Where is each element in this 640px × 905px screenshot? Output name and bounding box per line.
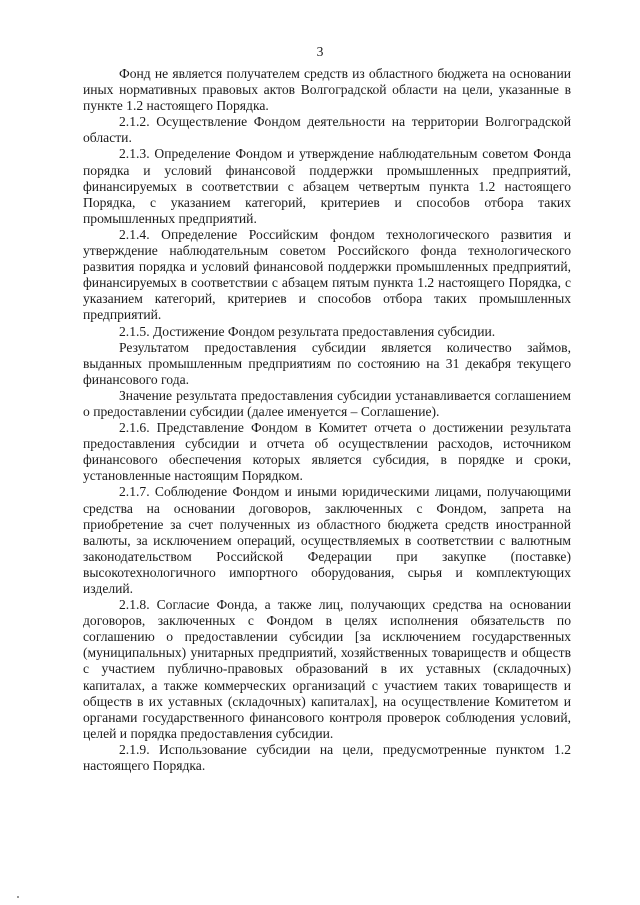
paragraph-result-definition: Результатом предоставления субсидии является количество займов, выданных промышленным предприятиям по состоянию на 31 декабря текущего финансового года. bbox=[83, 339, 571, 387]
paragraph-2-1-4: 2.1.4. Определение Российским фондом технологического развития и утверждение наблюдательным советом Российского фонда технологического развития порядка и условий финансовой поддержки промышленных предприятий, финансируемых в соответствии с абзацем пятым пункта 1.2 настоящего Порядка, с указанием категорий, критериев и способов отбора таких промышленных предприятий. bbox=[83, 226, 571, 323]
paragraph-2-1-7: 2.1.7. Соблюдение Фондом и иными юридическими лицами, получающими средства на основании договоров, заключенных с Фондом, запрета на приобретение за счет полученных из областного бюджета средств иностранной валюты, за исключением операций, осуществляемых в соответствии с валютным законодательством Российской Федерации при закупке (поставке) высокотехнологичного импортного оборудования, сырья и комплектующих изделий. bbox=[83, 484, 571, 596]
page-number: 3 bbox=[316, 44, 324, 59]
paragraph-2-1-8: 2.1.8. Согласие Фонда, а также лиц, получающих средства на основании договоров, заключенных с Фондом в целях исполнения обязательств по соглашению о предоставлении субсидии [за исключением государственных (муниципальных) унитарных предприятий, хозяйственных товариществ и обществ с участием публично-правовых образований в их уставных (складочных) капиталах, а также коммерческих организаций с участием таких товариществ и обществ в их уставных (складочных) капиталах], на осуществление Комитетом и органами государственного финансового контроля проверок соблюдения условий, целей и порядка предоставления субсидии. bbox=[83, 597, 571, 741]
paragraph-fund-not-recipient: Фонд не является получателем средств из областного бюджета на основании иных нормативных правовых актов Волгоградской области на цели, указанные в пункте 1.2 настоящего Порядка. bbox=[83, 66, 571, 114]
scan-artifact-dot bbox=[17, 896, 19, 898]
paragraph-2-1-9: 2.1.9. Использование субсидии на цели, предусмотренные пунктом 1.2 настоящего Порядка. bbox=[83, 741, 571, 774]
paragraph-2-1-3: 2.1.3. Определение Фондом и утверждение наблюдательным советом Фонда порядка и условий финансовой поддержки промышленных предприятий, финансируемых в соответствии с абзацем четвертым пункта 1.2 настоящего Порядка, с указанием категорий, критериев и способов отбора таких промышленных предприятий. bbox=[83, 146, 571, 226]
document-body bbox=[83, 66, 571, 774]
paragraph-2-1-6: 2.1.6. Представление Фондом в Комитет отчета о достижении результата предоставления субсидии и отчета об осуществлении расходов, источником финансового обеспечения которых является субсидия, в порядке и сроки, установленные настоящим Порядком. bbox=[83, 420, 571, 484]
paragraph-2-1-2: 2.1.2. Осуществление Фондом деятельности на территории Волгоградской области. bbox=[83, 114, 571, 146]
paragraph-result-value: Значение результата предоставления субсидии устанавливается соглашением о предоставлении субсидии (далее именуется – Соглашение). bbox=[83, 387, 571, 419]
paragraph-2-1-5: 2.1.5. Достижение Фондом результата предоставления субсидии. bbox=[119, 323, 496, 339]
